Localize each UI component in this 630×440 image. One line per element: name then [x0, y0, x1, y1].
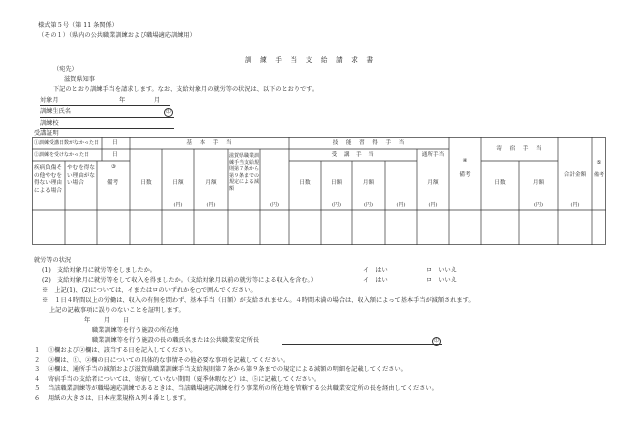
- q2-no-option[interactable]: ロ いいえ: [426, 277, 457, 284]
- skill-daily-header: 日額: [330, 180, 343, 186]
- facility-field[interactable]: [40, 128, 174, 129]
- cert-month-unit: 月: [104, 317, 111, 324]
- facility-head-label: 職業訓練等を行う施設の長の職氏名または公共職業安定所長: [92, 337, 260, 344]
- certify-statement: 上記の記載事項に誤りのないことを証明します。: [49, 307, 185, 314]
- certification-label: 受講証明: [34, 130, 59, 137]
- form-number: 様式第５号（第 11 条関係）: [38, 22, 118, 29]
- target-month-underline: [40, 105, 170, 106]
- work-question-2: (2) 支給対象月に就労等をして収入を得ましたか。（支給対象月以前の就労等による収入を含む。）: [42, 277, 317, 284]
- q1-no-option[interactable]: ロ いいえ: [426, 267, 457, 274]
- document-title: 訓 練 手 当 支 給 請 求 書: [245, 56, 375, 64]
- trainee-name-label: 訓練生氏名: [40, 108, 71, 115]
- reason-excused: 疾病負傷その他やむを得ない理由による場合: [34, 165, 62, 194]
- basic-monthly-header: 月額: [205, 180, 217, 186]
- four-hour-rule-note: ※ １日４時間以上の労働は、収入の有無を問わず、基本手当（日額）が支給されません。４時間未満の場合は、収入額によって基本手当が減額されます。: [42, 297, 475, 304]
- note-item: １ ①欄および②欄は、該当する日を記入してください。: [34, 347, 197, 354]
- basic-reduction-unit: (円): [270, 202, 279, 208]
- addressee-name: 滋賀県知事: [64, 76, 95, 83]
- skill-days-header: 日数: [299, 180, 311, 186]
- basic-reduction-note: 滋賀県職業訓練手当支給規則第７条から第９条までの規定による減額: [229, 153, 260, 192]
- cert-year-unit: 年: [84, 317, 91, 324]
- lodging-monthly-header: 月額: [532, 180, 545, 186]
- skill-allowance-header: 技 能 習 得 手 当: [332, 140, 406, 146]
- note-item: ４ 寄宿手当の支給者については、寄宿していない期間（夏季休暇など）は、⑤に記載してください。: [34, 375, 321, 383]
- skill-extra-unit: (円): [396, 202, 406, 208]
- lodging-monthly-unit: (円): [534, 202, 543, 208]
- facility-head-seal: 印: [432, 337, 441, 346]
- note-item: ６ 用紙の大きさは、日本産業規格Ａ列４番とします。: [34, 394, 190, 402]
- facility-label: 訓練校: [40, 120, 59, 127]
- target-year-unit: 年: [119, 97, 126, 104]
- skill-monthly-unit: (円): [364, 202, 373, 208]
- lodging-allowance-header: 寄 宿 手 当: [496, 146, 543, 152]
- row-label-no-attendance: ①訓練受講日数がなかった日: [34, 140, 100, 146]
- intro-text: 下記のとおり訓練手当を請求します。なお、支給対象月の就労等の状況は、以下のとおりです。: [53, 86, 319, 93]
- col-days-unit: 日: [112, 140, 118, 146]
- target-month-unit: 月: [154, 97, 161, 104]
- attendance-allowance-header: 受 講 手 当: [331, 152, 375, 158]
- row-label-no-training: ②訓練を受けなかった日: [34, 152, 90, 158]
- facility-address-label: 職業訓練等を行う施設の所在地: [92, 327, 179, 334]
- basic-daily-unit: (円): [173, 202, 183, 208]
- note-item: ５ 当該職業訓練等が職場適応訓練であるときは、当該職場適応訓練を行う事業所の所在地を管轄する公共職業安定所の長を経由してください。: [34, 385, 438, 393]
- basic-daily-header: 日額: [172, 180, 184, 186]
- form-subtitle: （その１）（県内の公共職業訓練および職場適応訓練用）: [38, 32, 196, 39]
- circle-instruction-note: ※ 上記(1)、(2)については、イまたはロのいずれかを○で囲んでください。: [42, 287, 257, 294]
- reason-unexcused: やむを得ない理由がない場合: [67, 165, 95, 187]
- note-item: ３ ④欄は、通所手当の減額および滋賀県職業訓練手当支給規則第７条から第９条までの規定による減額の明細を記載してください。: [34, 366, 407, 374]
- facility-head-signature-line[interactable]: [282, 344, 442, 345]
- basic-monthly-unit: (円): [206, 202, 216, 208]
- trainee-name-field[interactable]: [40, 117, 174, 118]
- remarks-3-label: 備考: [107, 180, 119, 186]
- remarks-5-number: ⑤: [596, 160, 602, 166]
- q1-yes-option[interactable]: イ はい: [363, 267, 388, 274]
- total-amount-unit: (円): [570, 202, 580, 208]
- basic-days-header: 日数: [140, 180, 152, 186]
- remarks-3-number: ③: [111, 164, 117, 170]
- remarks-5-label: 備考: [593, 172, 604, 178]
- commute-monthly-unit: (円): [428, 202, 438, 208]
- notes-list: [34, 348, 438, 406]
- cert-day-unit: 日: [123, 317, 130, 324]
- work-status-heading: 就労等の状況: [34, 257, 72, 264]
- skill-monthly-header: 月額: [362, 180, 375, 186]
- work-question-1: (1) 支給対象月に就労等をしましたか。: [42, 267, 156, 274]
- total-amount-header: 合計金額: [563, 172, 587, 178]
- q2-yes-option[interactable]: イ はい: [363, 277, 388, 284]
- allowance-table: [32, 137, 606, 245]
- remarks-4-number: ④: [462, 158, 468, 164]
- commute-monthly-header: 月額: [427, 180, 439, 186]
- lodging-days-header: 日数: [494, 180, 506, 186]
- trainee-seal: 印: [164, 108, 173, 117]
- note-item: ２ ③欄は、①、②欄の日についての具体的な事情その他必要な事項を記載してください。: [34, 356, 290, 364]
- target-month-label: 対象月: [40, 97, 59, 104]
- addressee-prefix: （宛先）: [53, 66, 78, 73]
- col-days-unit-2: 日: [112, 152, 118, 158]
- basic-allowance-header: 基 本 手 当: [186, 140, 233, 146]
- remarks-4-label: 備考: [459, 172, 471, 178]
- skill-daily-unit: (円): [332, 202, 341, 208]
- commute-allowance-header: 通所手当: [421, 152, 445, 158]
